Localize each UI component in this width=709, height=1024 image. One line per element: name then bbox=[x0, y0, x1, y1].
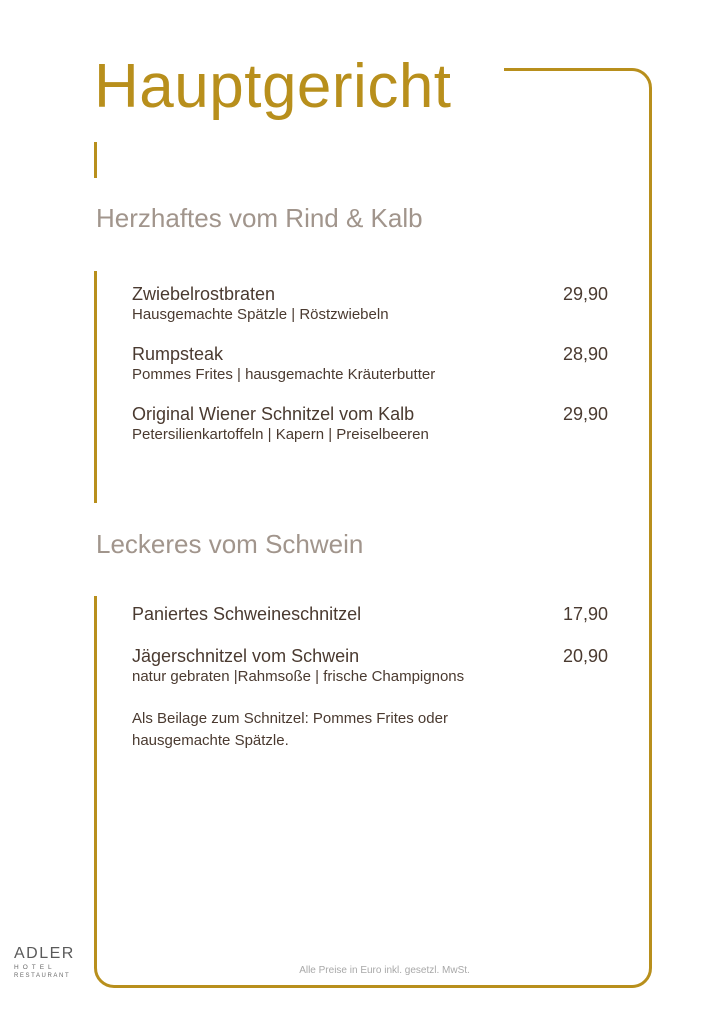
dish-price: 17,90 bbox=[562, 604, 608, 624]
menu-item bbox=[132, 404, 608, 443]
logo-main-text: ADLER bbox=[14, 945, 75, 962]
dish-price: 28,90 bbox=[562, 344, 608, 364]
side-dish-note bbox=[132, 708, 552, 752]
dish-name: Zwiebelrostbraten bbox=[132, 284, 276, 304]
menu-item bbox=[132, 604, 608, 625]
price-footnote: Alle Preise in Euro inkl. gesetzl. MwSt. bbox=[299, 965, 470, 976]
dish-description: Hausgemachte Spätzle | Röstzwiebeln bbox=[132, 306, 389, 323]
dish-name: Jägerschnitzel vom Schwein bbox=[132, 646, 360, 666]
dish-name: Original Wiener Schnitzel vom Kalb bbox=[132, 404, 415, 424]
dish-description: Pommes Frites | hausgemachte Kräuterbutter bbox=[132, 366, 436, 383]
dish-name: Rumpsteak bbox=[132, 344, 224, 364]
dish-description: Petersilienkartoffeln | Kapern | Preiselbeeren bbox=[132, 426, 429, 443]
menu-item bbox=[132, 646, 608, 685]
menu-item bbox=[132, 344, 608, 383]
menu-item bbox=[132, 284, 608, 323]
dish-name: Paniertes Schweineschnitzel bbox=[132, 604, 362, 624]
dish-price: 20,90 bbox=[562, 646, 608, 666]
dish-price: 29,90 bbox=[562, 284, 608, 304]
section-title-rind-kalb: Herzhaftes vom Rind & Kalb bbox=[96, 203, 423, 233]
dish-description: natur gebraten |Rahmsoße | frische Champignons bbox=[132, 668, 465, 685]
logo-sub-text: HOTEL bbox=[14, 964, 56, 971]
note-line: Als Beilage zum Schnitzel: Pommes Frites oder bbox=[132, 710, 448, 727]
note-line: hausgemachte Spätzle. bbox=[132, 732, 289, 749]
page-title: Hauptgericht bbox=[94, 52, 452, 121]
adler-logo bbox=[14, 946, 86, 979]
logo-sub2-text: RESTAURANT bbox=[14, 973, 71, 979]
section-title-schwein: Leckeres vom Schwein bbox=[96, 529, 364, 559]
dish-price: 29,90 bbox=[562, 404, 608, 424]
